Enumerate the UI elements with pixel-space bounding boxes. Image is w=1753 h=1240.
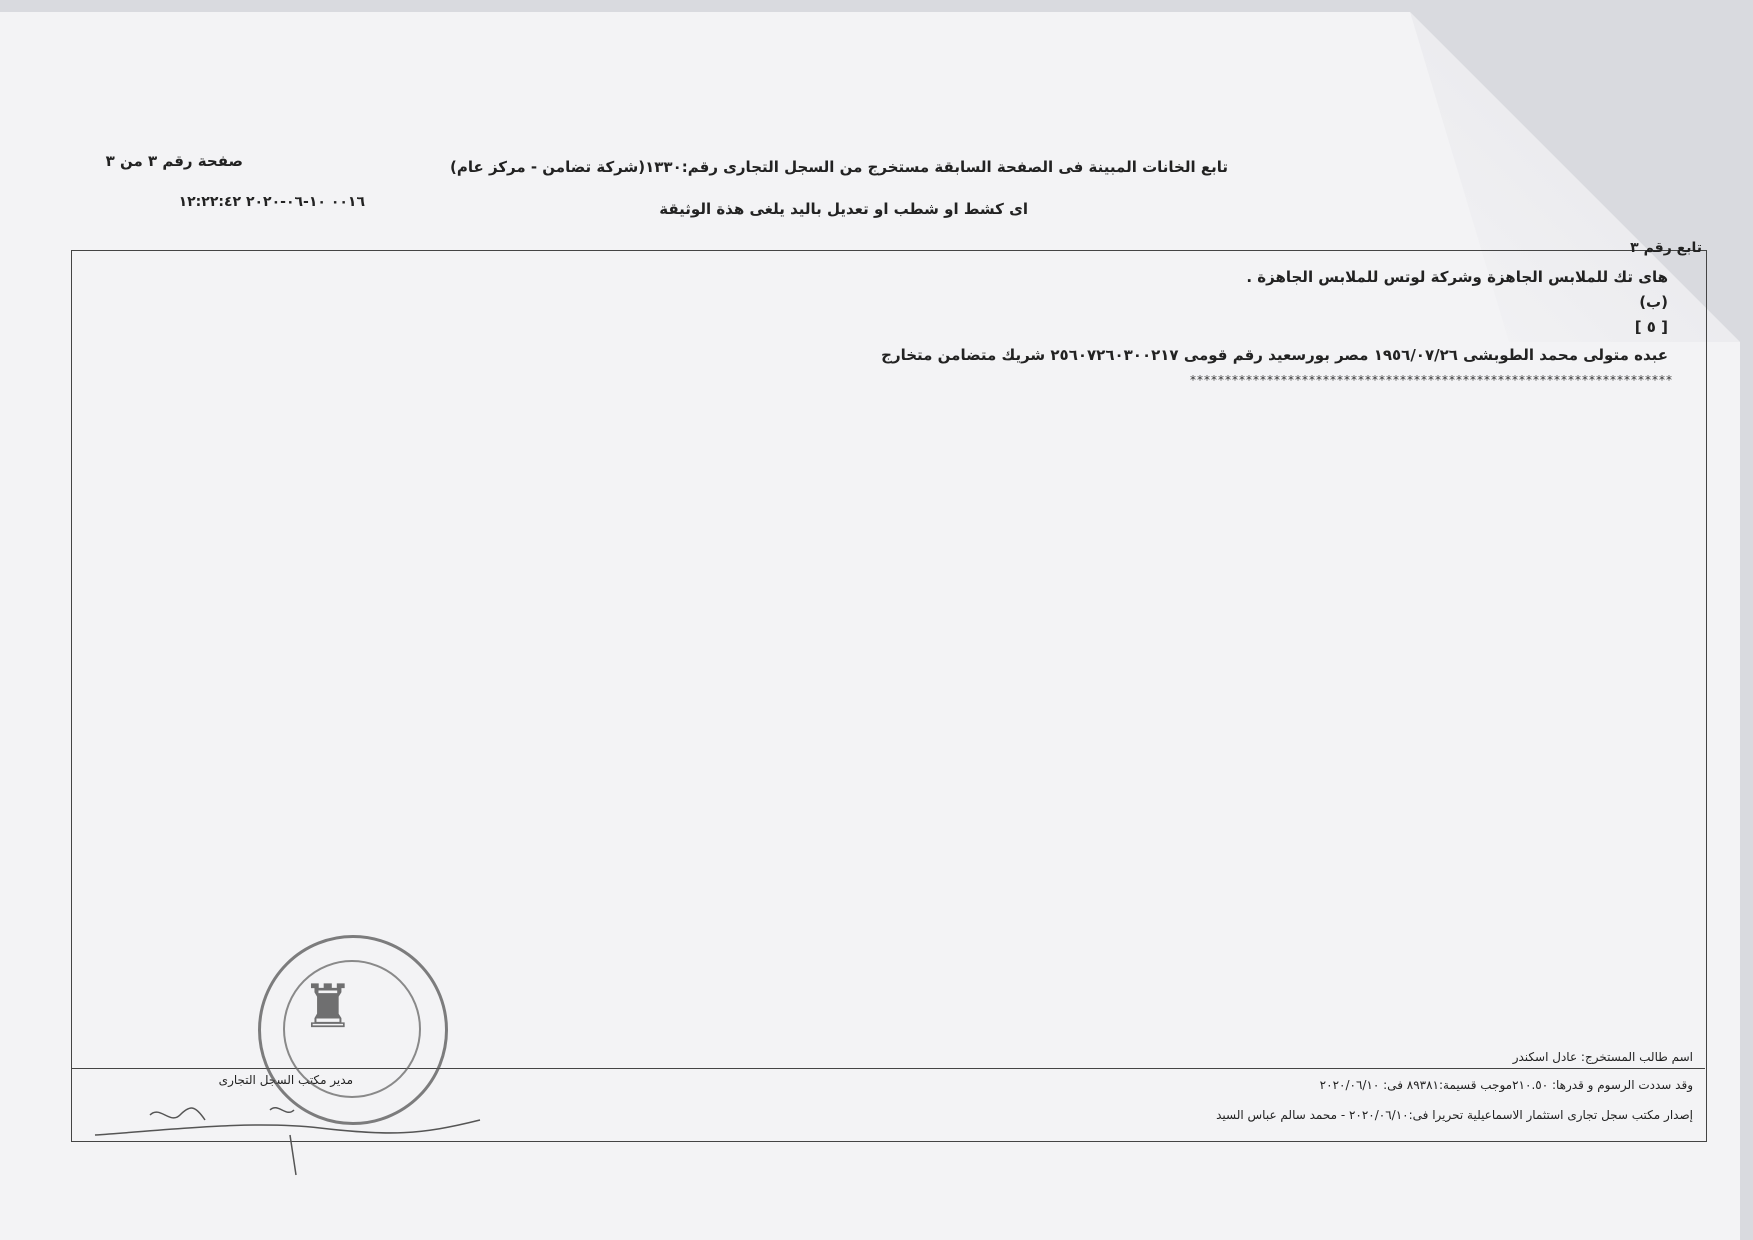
separator-line: ********************************************************************* xyxy=(1190,373,1673,387)
tamper-warning: اى كشط او شطب او تعديل باليد يلغى هذة الوثيقة xyxy=(659,200,1028,218)
fees-line: وقد سددت الرسوم و قدرها: ٢١٠.٥٠موجب قسيمة:٨٩٣٨١ فى: ٢٠٢٠/٠٦/١٠ xyxy=(1319,1078,1693,1092)
eagle-emblem-icon: ♜ xyxy=(301,972,355,1042)
issuer-line: إصدار مكتب سجل تجارى استثمار الاسماعيلية تحريرا فى:٢٠٢٠/٠٦/١٠ - محمد سالم عباس السيد xyxy=(1216,1108,1693,1122)
requester-name: اسم طالب المستخرج: عادل اسكندر xyxy=(1512,1050,1693,1064)
timestamp: ٠٠١٦ ١٠-٠٦-٢٠٢٠ ١٢:٢٢:٤٢ xyxy=(178,194,365,210)
page-number: صفحة رقم ٣ من ٣ xyxy=(105,152,243,170)
partner-entry: عبده متولى محمد الطوبشى ١٩٥٦/٠٧/٢٦ مصر بورسعيد رقم قومى ٢٥٦٠٧٢٦٠٣٠٠٢١٧ شريك متضامن متخارج xyxy=(881,346,1668,364)
manager-title: مدير مكتب السجل التجارى xyxy=(218,1073,353,1087)
section-letter: (ب) xyxy=(1639,293,1668,311)
company-names: هاى تك للملابس الجاهزة وشركة لوتس للملابس الجاهزة . xyxy=(1246,268,1668,286)
section-number: [ ٥ ] xyxy=(1634,318,1668,336)
continuation-label: تابع رقم ٣ xyxy=(1630,240,1702,256)
handwritten-signature xyxy=(90,1090,490,1180)
document-title: تابع الخانات المبينة فى الصفحة السابقة مستخرج من السجل التجارى رقم:١٣٣٠(شركة تضامن - مركز عام) xyxy=(450,158,1228,176)
